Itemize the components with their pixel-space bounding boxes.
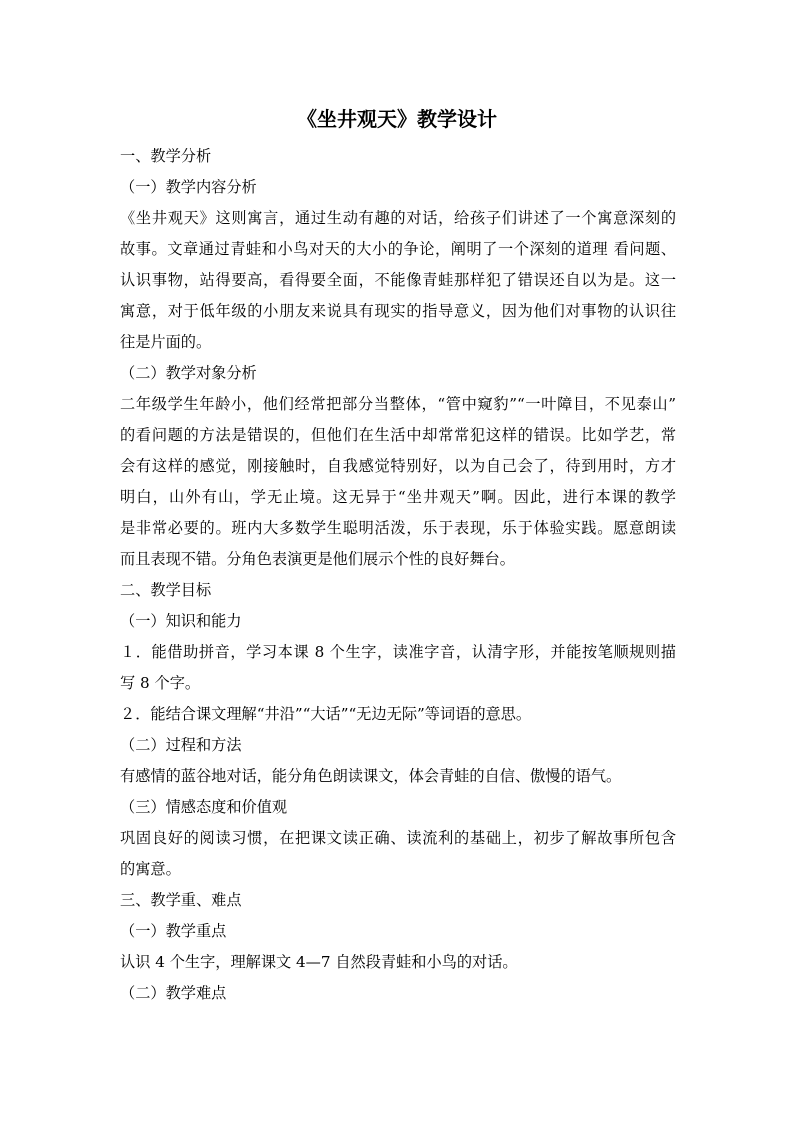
text-line: 的看问题的方法是错误的，但他们在生活中却常常犯这样的错误。比如学艺，常 bbox=[120, 426, 676, 444]
text-line: 有感情的蓝谷地对话，能分角色朗读课文，体会青蛙的自信、傲慢的语气。 bbox=[120, 767, 622, 785]
text-line: （二）过程和方法 bbox=[120, 736, 242, 754]
text-line: ２．能结合课文理解“井沿”“大话”“无边无际”等词语的意思。 bbox=[120, 705, 532, 723]
text-line: 认识 4 个生字，理解课文 4—7 自然段青蛙和小鸟的对话。 bbox=[120, 953, 518, 971]
text-line: （一）知识和能力 bbox=[120, 612, 242, 630]
text-line: 写 8 个字。 bbox=[120, 674, 201, 692]
text-line: （二）教学对象分析 bbox=[120, 364, 257, 382]
text-line: （一）教学重点 bbox=[120, 922, 227, 940]
text-line: 故事。文章通过青蛙和小鸟对天的大小的争论，阐明了一个深刻的道理 看问题、 bbox=[120, 240, 676, 258]
text-line: 一、教学分析 bbox=[120, 147, 212, 165]
text-line: （一）教学内容分析 bbox=[120, 178, 257, 196]
text-line: 认识事物，站得要高，看得要全面，不能像青蛙那样犯了错误还自以为是。这一 bbox=[120, 271, 676, 289]
text-line: 是非常必要的。班内大多数学生聪明活泼，乐于表现，乐于体验实践。愿意朗读 bbox=[120, 519, 676, 537]
document-body bbox=[120, 141, 676, 1009]
text-line: 《坐井观天》这则寓言，通过生动有趣的对话，给孩子们讲述了一个寓意深刻的 bbox=[120, 209, 676, 227]
text-line: 往是片面的。 bbox=[120, 333, 212, 351]
document-title: 《坐井观天》教学设计 bbox=[297, 107, 497, 131]
text-line: 而且表现不错。分角色表演更是他们展示个性的良好舞台。 bbox=[120, 550, 515, 568]
text-line: 寓意，对于低年级的小朋友来说具有现实的指导意义，因为他们对事物的认识往 bbox=[120, 302, 676, 320]
text-line: 的寓意。 bbox=[120, 860, 181, 878]
text-line: １．能借助拼音，学习本课 8 个生字，读准字音，认清字形，并能按笔顺规则描 bbox=[120, 643, 676, 661]
text-line: 三、教学重、难点 bbox=[120, 891, 242, 909]
text-line: 明白，山外有山，学无止境。这无异于“坐井观天”啊。因此，进行本课的教学 bbox=[120, 488, 676, 506]
text-line: 巩固良好的阅读习惯，在把课文读正确、读流利的基础上，初步了解故事所包含 bbox=[120, 829, 676, 847]
text-line: 会有这样的感觉，刚接触时，自我感觉特别好，以为自己会了，待到用时，方才 bbox=[120, 457, 676, 475]
text-line: 二年级学生年龄小，他们经常把部分当整体，“管中窥豹”“一叶障目，不见泰山” bbox=[120, 395, 676, 413]
text-line: （二）教学难点 bbox=[120, 984, 227, 1002]
text-line: 二、教学目标 bbox=[120, 581, 212, 599]
text-line: （三）情感态度和价值观 bbox=[120, 798, 288, 816]
